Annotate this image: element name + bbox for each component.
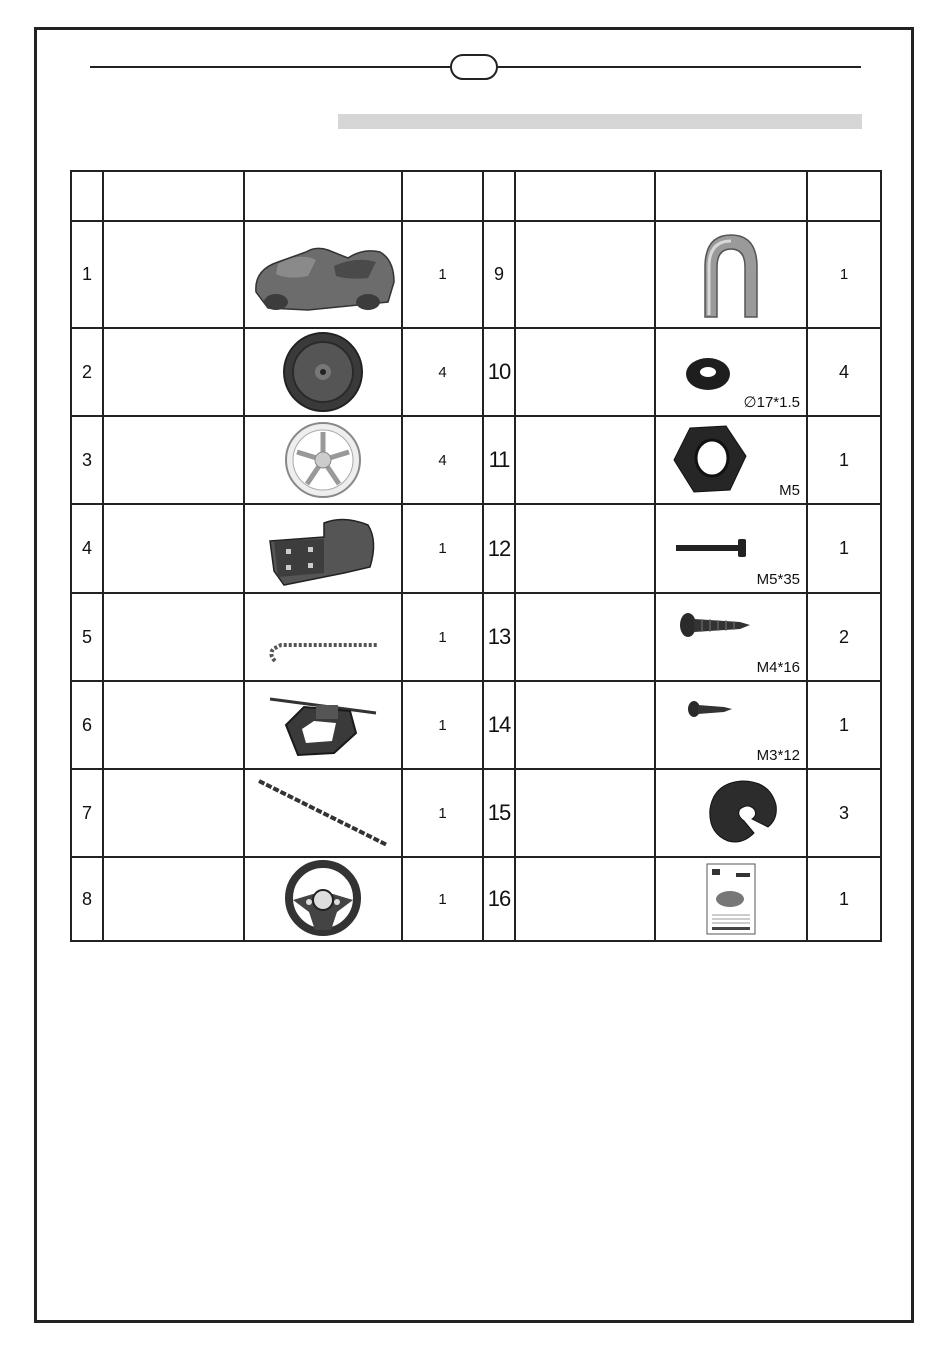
part-name	[103, 681, 244, 769]
header-cell	[103, 171, 244, 221]
part-name	[103, 504, 244, 593]
part-image	[244, 221, 402, 328]
car-body-icon	[248, 230, 398, 320]
part-name	[103, 221, 244, 328]
part-number: 12	[483, 504, 515, 593]
part-quantity: 3	[807, 769, 881, 857]
manual-icon	[706, 863, 756, 935]
part-name	[515, 593, 655, 681]
part-quantity: 1	[807, 857, 881, 941]
part-image	[655, 769, 807, 857]
table-row	[71, 416, 881, 504]
part-quantity: 2	[807, 593, 881, 681]
part-image	[655, 416, 807, 504]
header-cell	[655, 171, 807, 221]
part-image	[244, 593, 402, 681]
part-quantity: 1	[807, 681, 881, 769]
part-number: 15	[483, 769, 515, 857]
part-name	[515, 681, 655, 769]
table-row	[71, 221, 881, 328]
page-number-box	[450, 54, 498, 80]
part-image	[655, 328, 807, 416]
header-cell	[483, 171, 515, 221]
table-row	[71, 769, 881, 857]
steering-wheel-icon	[281, 860, 365, 938]
part-quantity: 1	[402, 593, 483, 681]
part-quantity: 1	[807, 221, 881, 328]
part-name	[515, 328, 655, 416]
part-name	[515, 416, 655, 504]
part-quantity: 1	[807, 416, 881, 504]
part-quantity: 4	[402, 416, 483, 504]
u-handle-icon	[691, 227, 771, 323]
header-cell	[71, 171, 103, 221]
part-image	[244, 857, 402, 941]
part-number: 9	[483, 221, 515, 328]
seat-icon	[264, 511, 382, 587]
part-number: 14	[483, 681, 515, 769]
part-image	[655, 857, 807, 941]
part-number: 7	[71, 769, 103, 857]
part-image	[655, 221, 807, 328]
part-spec: ∅17*1.5	[743, 394, 800, 411]
hubcap-icon	[281, 420, 365, 500]
part-spec: M4*16	[756, 659, 800, 676]
small-screw-icon	[686, 695, 746, 725]
table-row	[71, 504, 881, 593]
header-cell	[402, 171, 483, 221]
washer-icon	[684, 350, 744, 394]
part-name	[515, 221, 655, 328]
c-clip-icon	[702, 775, 782, 851]
header-cell	[807, 171, 881, 221]
chain-icon	[263, 621, 383, 671]
part-image	[244, 769, 402, 857]
steering-assembly-icon	[264, 685, 382, 765]
part-number: 5	[71, 593, 103, 681]
part-spec: M5	[779, 482, 800, 499]
table-row	[71, 593, 881, 681]
section-bar	[338, 114, 862, 129]
rod-icon	[253, 775, 393, 851]
bolt-icon	[672, 529, 762, 569]
part-quantity: 1	[807, 504, 881, 593]
part-image	[244, 504, 402, 593]
part-spec: M3*12	[756, 747, 800, 764]
table-row	[71, 857, 881, 941]
part-quantity: 4	[807, 328, 881, 416]
table-row	[71, 681, 881, 769]
part-quantity: 1	[402, 769, 483, 857]
part-number: 1	[71, 221, 103, 328]
part-name	[103, 857, 244, 941]
table-header-row	[71, 171, 881, 221]
part-number: 3	[71, 416, 103, 504]
part-name	[515, 504, 655, 593]
header-rule-right	[498, 66, 861, 68]
header-cell	[244, 171, 402, 221]
part-name	[103, 769, 244, 857]
part-name	[103, 593, 244, 681]
part-number: 8	[71, 857, 103, 941]
part-quantity: 1	[402, 504, 483, 593]
table-row	[71, 328, 881, 416]
part-quantity: 4	[402, 328, 483, 416]
nut-icon	[670, 422, 750, 498]
part-image	[244, 681, 402, 769]
parts-table	[70, 170, 882, 942]
part-name	[515, 769, 655, 857]
wheel-icon	[281, 330, 365, 414]
part-number: 4	[71, 504, 103, 593]
part-number: 16	[483, 857, 515, 941]
part-image	[655, 593, 807, 681]
part-number: 10	[483, 328, 515, 416]
part-number: 13	[483, 593, 515, 681]
part-number: 2	[71, 328, 103, 416]
part-spec: M5*35	[756, 571, 800, 588]
header-rule-left	[90, 66, 450, 68]
part-quantity: 1	[402, 681, 483, 769]
part-image	[244, 328, 402, 416]
part-name	[103, 416, 244, 504]
part-name	[515, 857, 655, 941]
header-cell	[515, 171, 655, 221]
part-quantity: 1	[402, 857, 483, 941]
part-image	[655, 681, 807, 769]
part-quantity: 1	[402, 221, 483, 328]
part-number: 6	[71, 681, 103, 769]
part-image	[244, 416, 402, 504]
screw-icon	[678, 607, 758, 647]
part-number: 11	[483, 416, 515, 504]
part-name	[103, 328, 244, 416]
part-image	[655, 504, 807, 593]
